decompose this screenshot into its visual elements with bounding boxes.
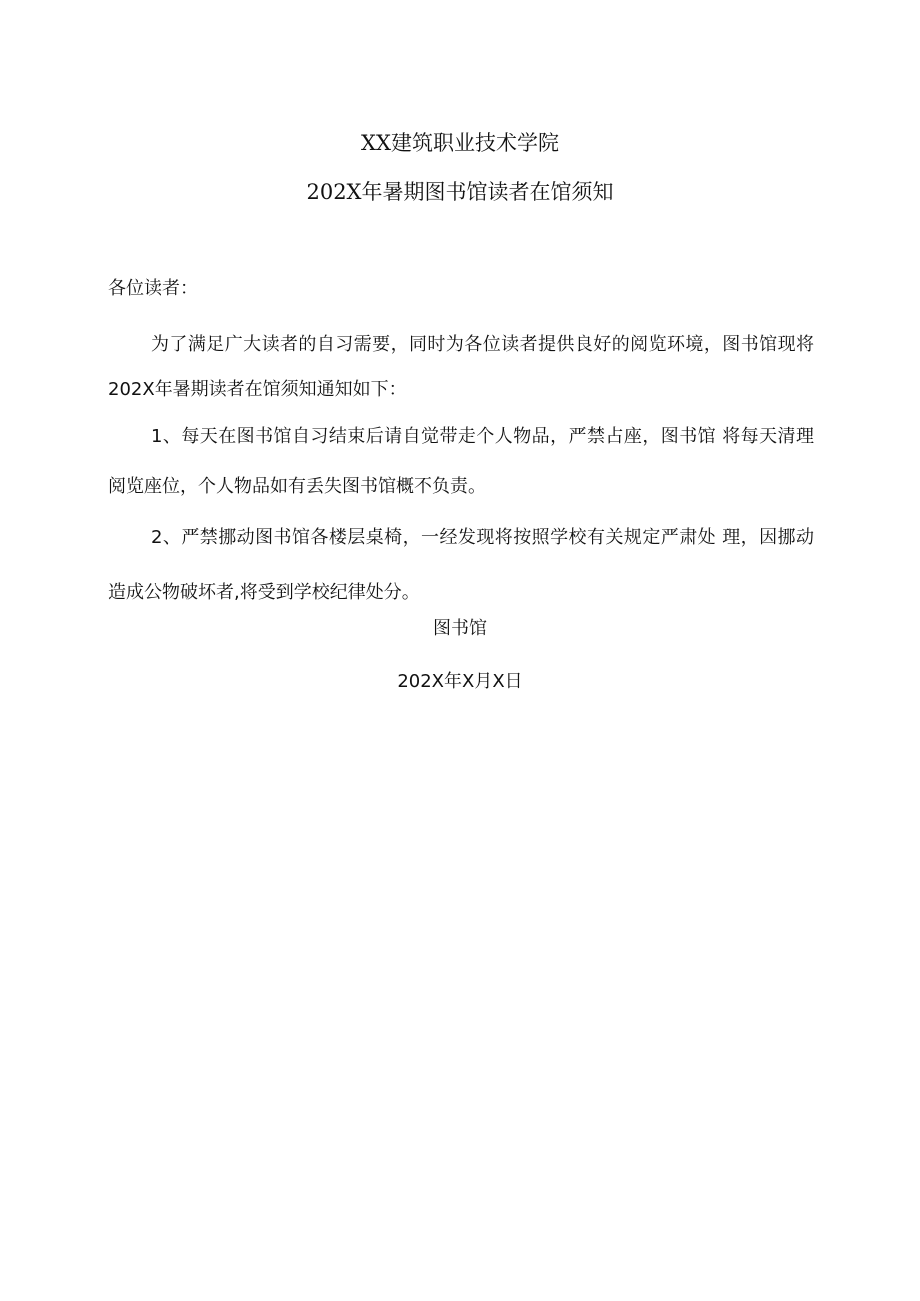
signature-organization: 图书馆	[433, 618, 487, 639]
salutation: 各位读者：	[108, 278, 198, 299]
rule-paragraph-2: 2、严禁挪动图书馆各楼层桌椅，一经发现将按照学校有关规定严肃处 理，因挪动造成公物破坏者,将受到学校纪律处分。	[108, 527, 814, 603]
intro-paragraph: 为了满足广大读者的自习需要，同时为各位读者提供良好的阅览环境，图书馆现将202X年暑期读者在馆须知通知如下：	[108, 334, 814, 400]
document-title-notice: 202X年暑期图书馆读者在馆须知	[306, 180, 614, 204]
document-title-institution: XX建筑职业技术学院	[361, 131, 559, 155]
signature-date: 202X年X月X日	[397, 671, 523, 692]
rule-paragraph-1: 1、每天在图书馆自习结束后请自觉带走个人物品，严禁占座，图书馆 将每天清理阅览座位，个人物品如有丢失图书馆概不负责。	[108, 426, 814, 497]
